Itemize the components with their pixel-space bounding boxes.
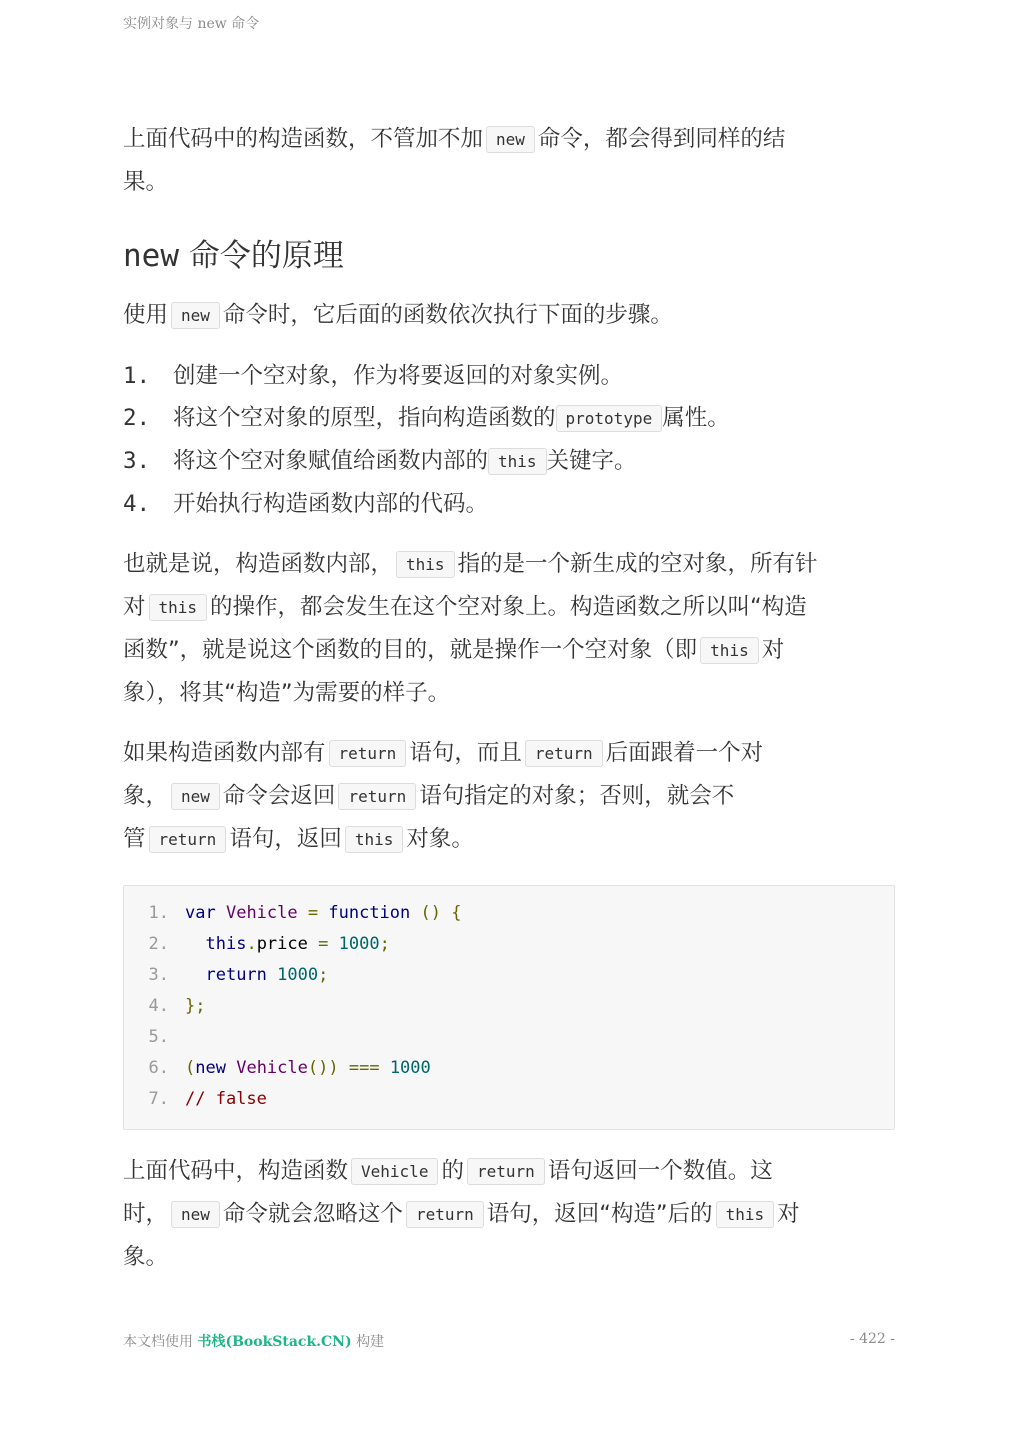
line-number: 3. <box>148 965 169 985</box>
code-line: 4. }; <box>124 991 894 1022</box>
code-line: 7. // false <box>124 1084 894 1115</box>
footer-credit: 本文档使用 书栈(BookStack.CN) 构建 <box>123 1334 385 1350</box>
line-number: 7. <box>148 1089 169 1109</box>
steps-intro-paragraph: 使用 new 命令时，它后面的函数依次执行下面的步骤。 <box>123 302 673 328</box>
inline-code: return <box>467 1158 545 1185</box>
this-explanation-paragraph: 也就是说，构造函数内部， this 指的是一个新生成的空对象，所有针 对 this 的操作，都会发生在这个空对象上。构造函数之所以叫“构造 函数”，就是说这个函数的目的，就是操作一个空对象（即 this 对 象），将其“构造”为需要的样子。 <box>123 551 818 706</box>
running-header: 实例对象与 new 命令 <box>123 16 260 32</box>
line-number: 4. <box>148 996 169 1016</box>
list-item: 2. 将这个空对象的原型，指向构造函数的 prototype 属性。 <box>123 405 730 431</box>
code-line: 2. this.price = 1000; <box>124 929 894 960</box>
inline-code: this <box>149 594 208 621</box>
inline-code: this <box>488 448 547 475</box>
section-heading: new 命令的原理 <box>123 238 344 274</box>
code-line: 3. return 1000; <box>124 960 894 991</box>
inline-code: new <box>171 1201 220 1228</box>
code-line: 6. (new Vehicle()) === 1000 <box>124 1053 894 1084</box>
list-item: 4. 开始执行构造函数内部的代码。 <box>123 491 489 517</box>
code-line <box>124 1022 894 1053</box>
inline-code: Vehicle <box>351 1158 438 1185</box>
document-body <box>123 118 895 1278</box>
inline-code: return <box>329 740 407 767</box>
inline-code: new <box>171 783 220 810</box>
list-item: 3. 将这个空对象赋值给函数内部的 this 关键字。 <box>123 448 637 474</box>
list-item: 1. 创建一个空对象，作为将要返回的对象实例。 <box>123 363 624 389</box>
line-number: 1. <box>148 903 169 923</box>
page-number: - 422 - <box>849 1331 895 1347</box>
inline-code: new <box>171 302 220 329</box>
inline-code: return <box>525 740 603 767</box>
inline-code: return <box>406 1201 484 1228</box>
outro-paragraph: 上面代码中，构造函数 Vehicle 的 return 语句返回一个数值。这 时， new 命令就会忽略这个 return 语句，返回“构造”后的 this 对 象。 <box>123 1158 800 1270</box>
inline-code: this <box>700 637 759 664</box>
inline-code: return <box>338 783 416 810</box>
line-number: 6. <box>148 1058 169 1078</box>
code-block <box>123 885 895 1130</box>
inline-code: new <box>486 126 535 153</box>
inline-code: this <box>716 1201 775 1228</box>
line-number: 2. <box>148 934 169 954</box>
code-line: 1. var Vehicle = function () { <box>124 898 894 929</box>
steps-list <box>123 355 895 525</box>
return-explanation-paragraph: 如果构造函数内部有 return 语句，而且 return 后面跟着一个对 象， new 命令会返回 return 语句指定的对象；否则，就会不 管 return 语句，返回 this 对象。 <box>123 740 764 852</box>
inline-code: return <box>149 826 227 853</box>
line-number: 5. <box>148 1027 169 1047</box>
intro-paragraph: 上面代码中的构造函数，不管加不加 new 命令，都会得到同样的结 果。 <box>123 126 786 195</box>
inline-code: prototype <box>556 405 663 432</box>
inline-code: this <box>345 826 404 853</box>
inline-code: this <box>396 551 455 578</box>
bookstack-link[interactable]: 书栈(BookStack.CN) <box>197 1334 352 1350</box>
